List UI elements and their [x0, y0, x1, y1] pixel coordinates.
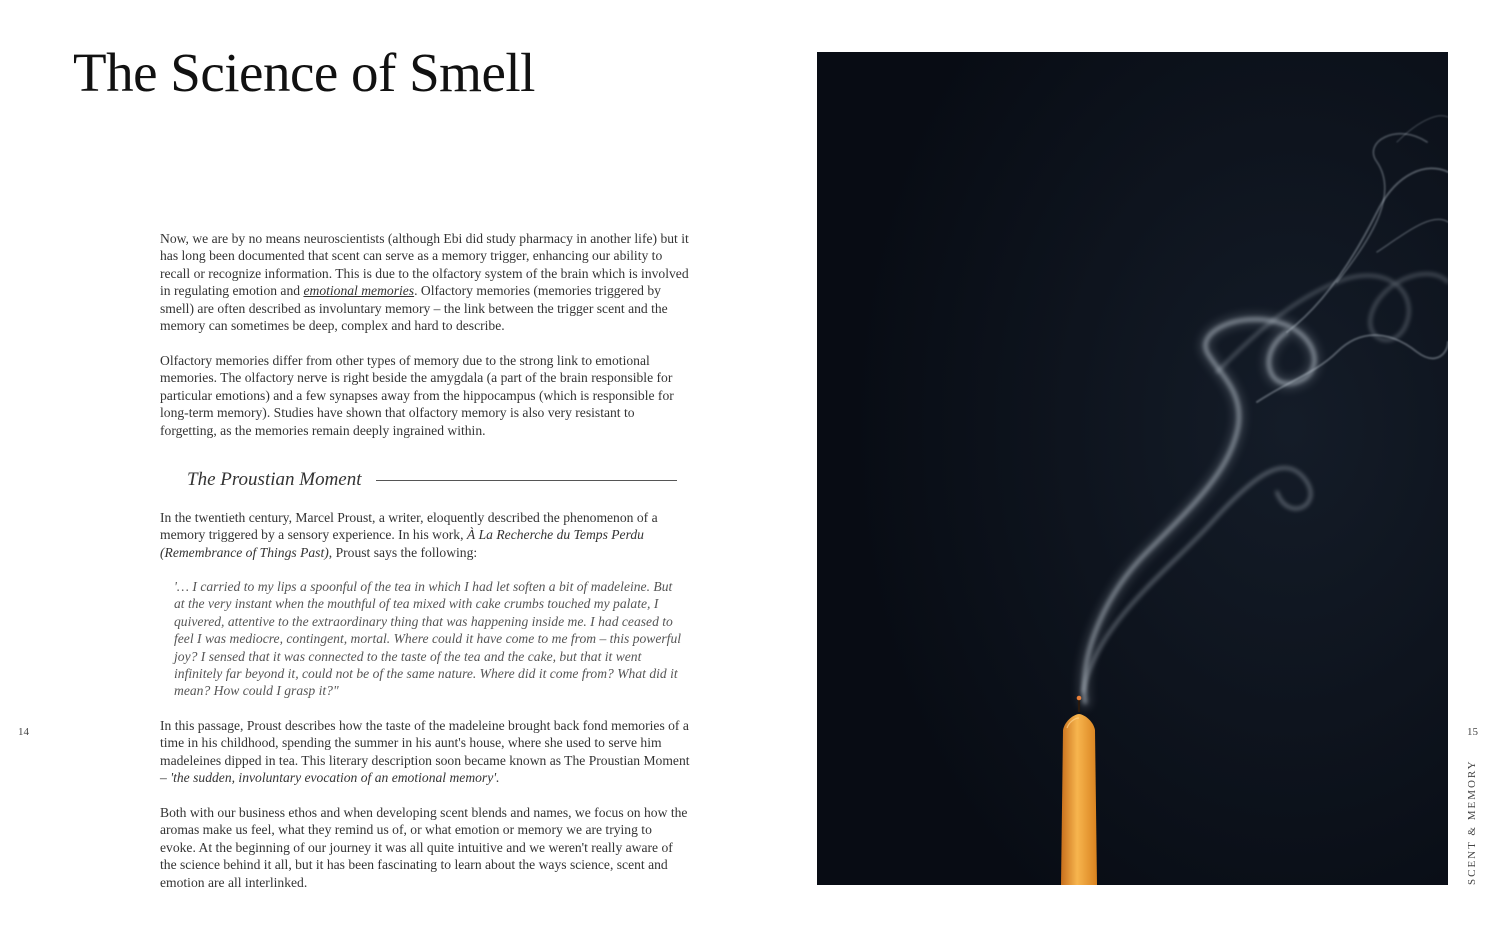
section-label: SCENT & MEMORY [1466, 759, 1478, 885]
candle-smoke-illustration [817, 52, 1448, 885]
paragraph-passage [160, 717, 690, 787]
paragraph-ethos: Both with our business ethos and when developing scent blends and names, we focus on how the aromas make us feel, what they remind us of, or what emotion or memory we are trying to evoke. At the beginning of our journey it was all quite intuitive and we weren't really aware of the science behind it all, but it has been fascinating to learn about the ways science, scent and emotion are all interlinked. [160, 805, 688, 890]
page-title: The Science of Smell [73, 42, 535, 103]
emotional-memories-link[interactable]: emotional memories [303, 283, 415, 299]
paragraph-proust-intro [160, 509, 690, 561]
subheading-rule [376, 480, 677, 481]
paragraph-olfactory: Olfactory memories differ from other types of memory due to the strong link to emotional memories. The olfactory nerve is right beside the amygdala (a part of the brain responsible for particular emotions) and a few synapses away from the hippocampus (which is responsible for long-term memory). Studies have shown that olfactory memory is also very resistant to forgetting, as the memories remain deeply ingrained within. [160, 353, 674, 438]
paragraph-intro-text-a: Now, we are by no means neuroscientists (although Ebi did study pharmacy in another life) but it has long been documented that scent can serve as a memory trigger, enhancing our ability to recall or recognize information. This is due to the olfactory system of the brain which is involved in regulating emotion and [160, 231, 689, 299]
subheading-proustian-moment [187, 467, 677, 493]
paragraph-intro-text-b: . Olfactory memories (memories triggered by smell) are often described as involuntary memory – the link between the trigger scent and the memory can sometimes be deep, complex and hard to describe. [160, 283, 668, 334]
page-number-right: 15 [1467, 726, 1478, 738]
proust-quote: '… I carried to my lips a spoonful of the tea in which I had let soften a bit of madeleine. But at the very instant when the mouthful of tea mixed with cake crumbs touched my palate, I quivered, attentive to the extraordinary thing that was happening inside me. I had ceased to feel I was mediocre, contingent, mortal. Where could it have come to me from – this powerful joy? I sensed that it was connected to the taste of the tea and the cake, but that it went infinitely far beyond it, could not be of the same nature. Where did it come from? What did it mean? How could I grasp it?" [174, 579, 682, 699]
subheading-text: The Proustian Moment [187, 469, 362, 491]
paragraph-intro [160, 230, 690, 334]
paragraph-proust-text-b: , Proust says the following: [328, 544, 478, 560]
page-number-left: 14 [18, 726, 29, 738]
paragraph-passage-text: In this passage, Proust describes how the taste of the madeleine brought back fond memories of a time in his childhood, spending the summer in his aunt's house, where she used to serve him madeleines dipped in tea. This literary description soon became known as The Proustian Moment – [160, 718, 690, 786]
paragraph-proust-text-a: In the twentieth century, Marcel Proust, a writer, eloquently described the phenomenon of a memory triggered by a sensory experience. In his work, [160, 510, 658, 543]
proust-work-title: À La Recherche du Temps Perdu (Remembrance of Things Past) [160, 527, 644, 560]
proustian-definition: 'the sudden, involuntary evocation of an emotional memory'. [170, 770, 500, 786]
candle-smoke-photo [817, 52, 1448, 885]
candle [1061, 696, 1097, 885]
photo-background [817, 52, 1448, 885]
